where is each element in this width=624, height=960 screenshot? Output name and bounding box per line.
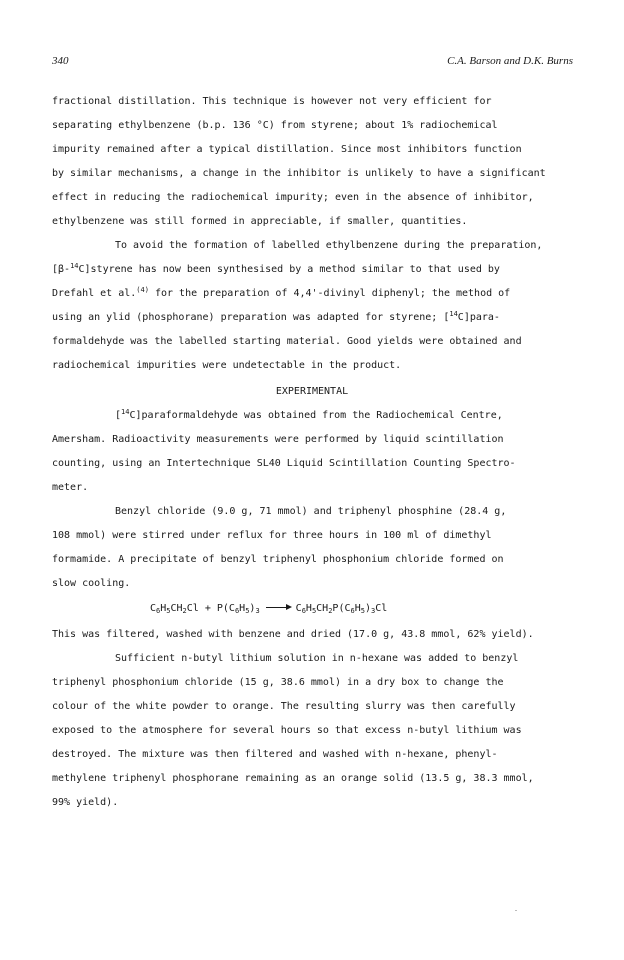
text-line: radiochemical impurities were undetectable in the product. — [52, 360, 402, 371]
text-line: Amersham. Radioactivity measurements were performed by liquid scintillation — [52, 434, 504, 445]
text-span: Drefahl et al. — [52, 288, 137, 299]
text-line: effect in reducing the radiochemical impurity; even in the absence of inhibitor, — [52, 192, 534, 203]
text-span: C]para- — [457, 312, 500, 323]
text-line: destroyed. The mixture was then filtered and washed with n-hexane, phenyl- — [52, 749, 498, 760]
text-line: colour of the white powder to orange. The resulting slurry was then carefully — [52, 701, 516, 712]
text-line — [52, 264, 500, 276]
equation-lhs: $C_6H_5CH_2Cl + P(C_6H_5)_3$ — [150, 603, 260, 615]
text-line: separating ethylbenzene (b.p. 136 °C) from styrene; about 1% radiochemical — [52, 120, 498, 131]
text-span: for the preparation of 4,4'-divinyl diphenyl; the method of — [148, 288, 511, 299]
text-line: formamide. A precipitate of benzyl triphenyl phosphonium chloride formed on — [52, 554, 504, 565]
isotope-superscript: 14 — [121, 408, 130, 416]
text-line: methylene triphenyl phosphorane remaining as an orange solid (13.5 g, 38.3 mmol, — [52, 773, 534, 784]
text-span: C]styrene has now been synthesised by a method similar to that used by — [78, 264, 500, 275]
text-span: C]paraformaldehyde was obtained from the Radiochemical Centre, — [129, 410, 503, 421]
text-line: by similar mechanisms, a change in the inhibitor is unlikely to have a significant — [52, 168, 546, 179]
text-line: Sufficient n-butyl lithium solution in n-hexane was added to benzyl — [115, 653, 519, 664]
reaction-equation — [150, 603, 387, 615]
equation-rhs: $C_6H_5CH_2P(C_6H_5)_3Cl$ — [295, 603, 388, 615]
text-span: [β- — [52, 264, 71, 275]
text-line: formaldehyde was the labelled starting material. Good yields were obtained and — [52, 336, 522, 347]
text-line: impurity remained after a typical distillation. Since most inhibitors function — [52, 144, 522, 155]
text-line: exposed to the atmosphere for several hours so that excess n-butyl lithium was — [52, 725, 522, 736]
text-line: To avoid the formation of labelled ethylbenzene during the preparation, — [115, 240, 543, 251]
text-line: ethylbenzene was still formed in appreciable, if smaller, quantities. — [52, 216, 468, 227]
text-line: fractional distillation. This technique is however not very efficient for — [52, 96, 492, 107]
text-line: triphenyl phosphonium chloride (15 g, 38.6 mmol) in a dry box to change the — [52, 677, 504, 688]
citation-superscript: (4) — [136, 286, 149, 294]
text-line: meter. — [52, 482, 89, 493]
isotope-superscript: 14 — [70, 262, 79, 270]
isotope-superscript: 14 — [449, 310, 458, 318]
text-line: slow cooling. — [52, 578, 131, 589]
text-line — [115, 410, 503, 422]
section-heading: EXPERIMENTAL — [275, 386, 349, 397]
page-number: 340 — [52, 55, 69, 67]
text-line: This was filtered, washed with benzene and dried (17.0 g, 43.8 mmol, 62% yield). — [52, 629, 534, 640]
text-line: 99% yield). — [52, 797, 119, 808]
scan-speck — [515, 910, 517, 911]
text-line — [52, 288, 510, 300]
running-header-authors: C.A. Barson and D.K. Burns — [447, 55, 573, 67]
text-line: 108 mmol) were stirred under reflux for three hours in 100 ml of dimethyl — [52, 530, 492, 541]
text-span: using an ylid (phosphorane) preparation was adapted for styrene; [ — [52, 312, 450, 323]
text-span: [ — [115, 410, 122, 421]
text-line: Benzyl chloride (9.0 g, 71 mmol) and triphenyl phosphine (28.4 g, — [115, 506, 507, 517]
reaction-arrow-icon — [266, 607, 290, 608]
text-line — [52, 312, 500, 324]
text-line: counting, using an Intertechnique SL40 Liquid Scintillation Counting Spectro- — [52, 458, 516, 469]
